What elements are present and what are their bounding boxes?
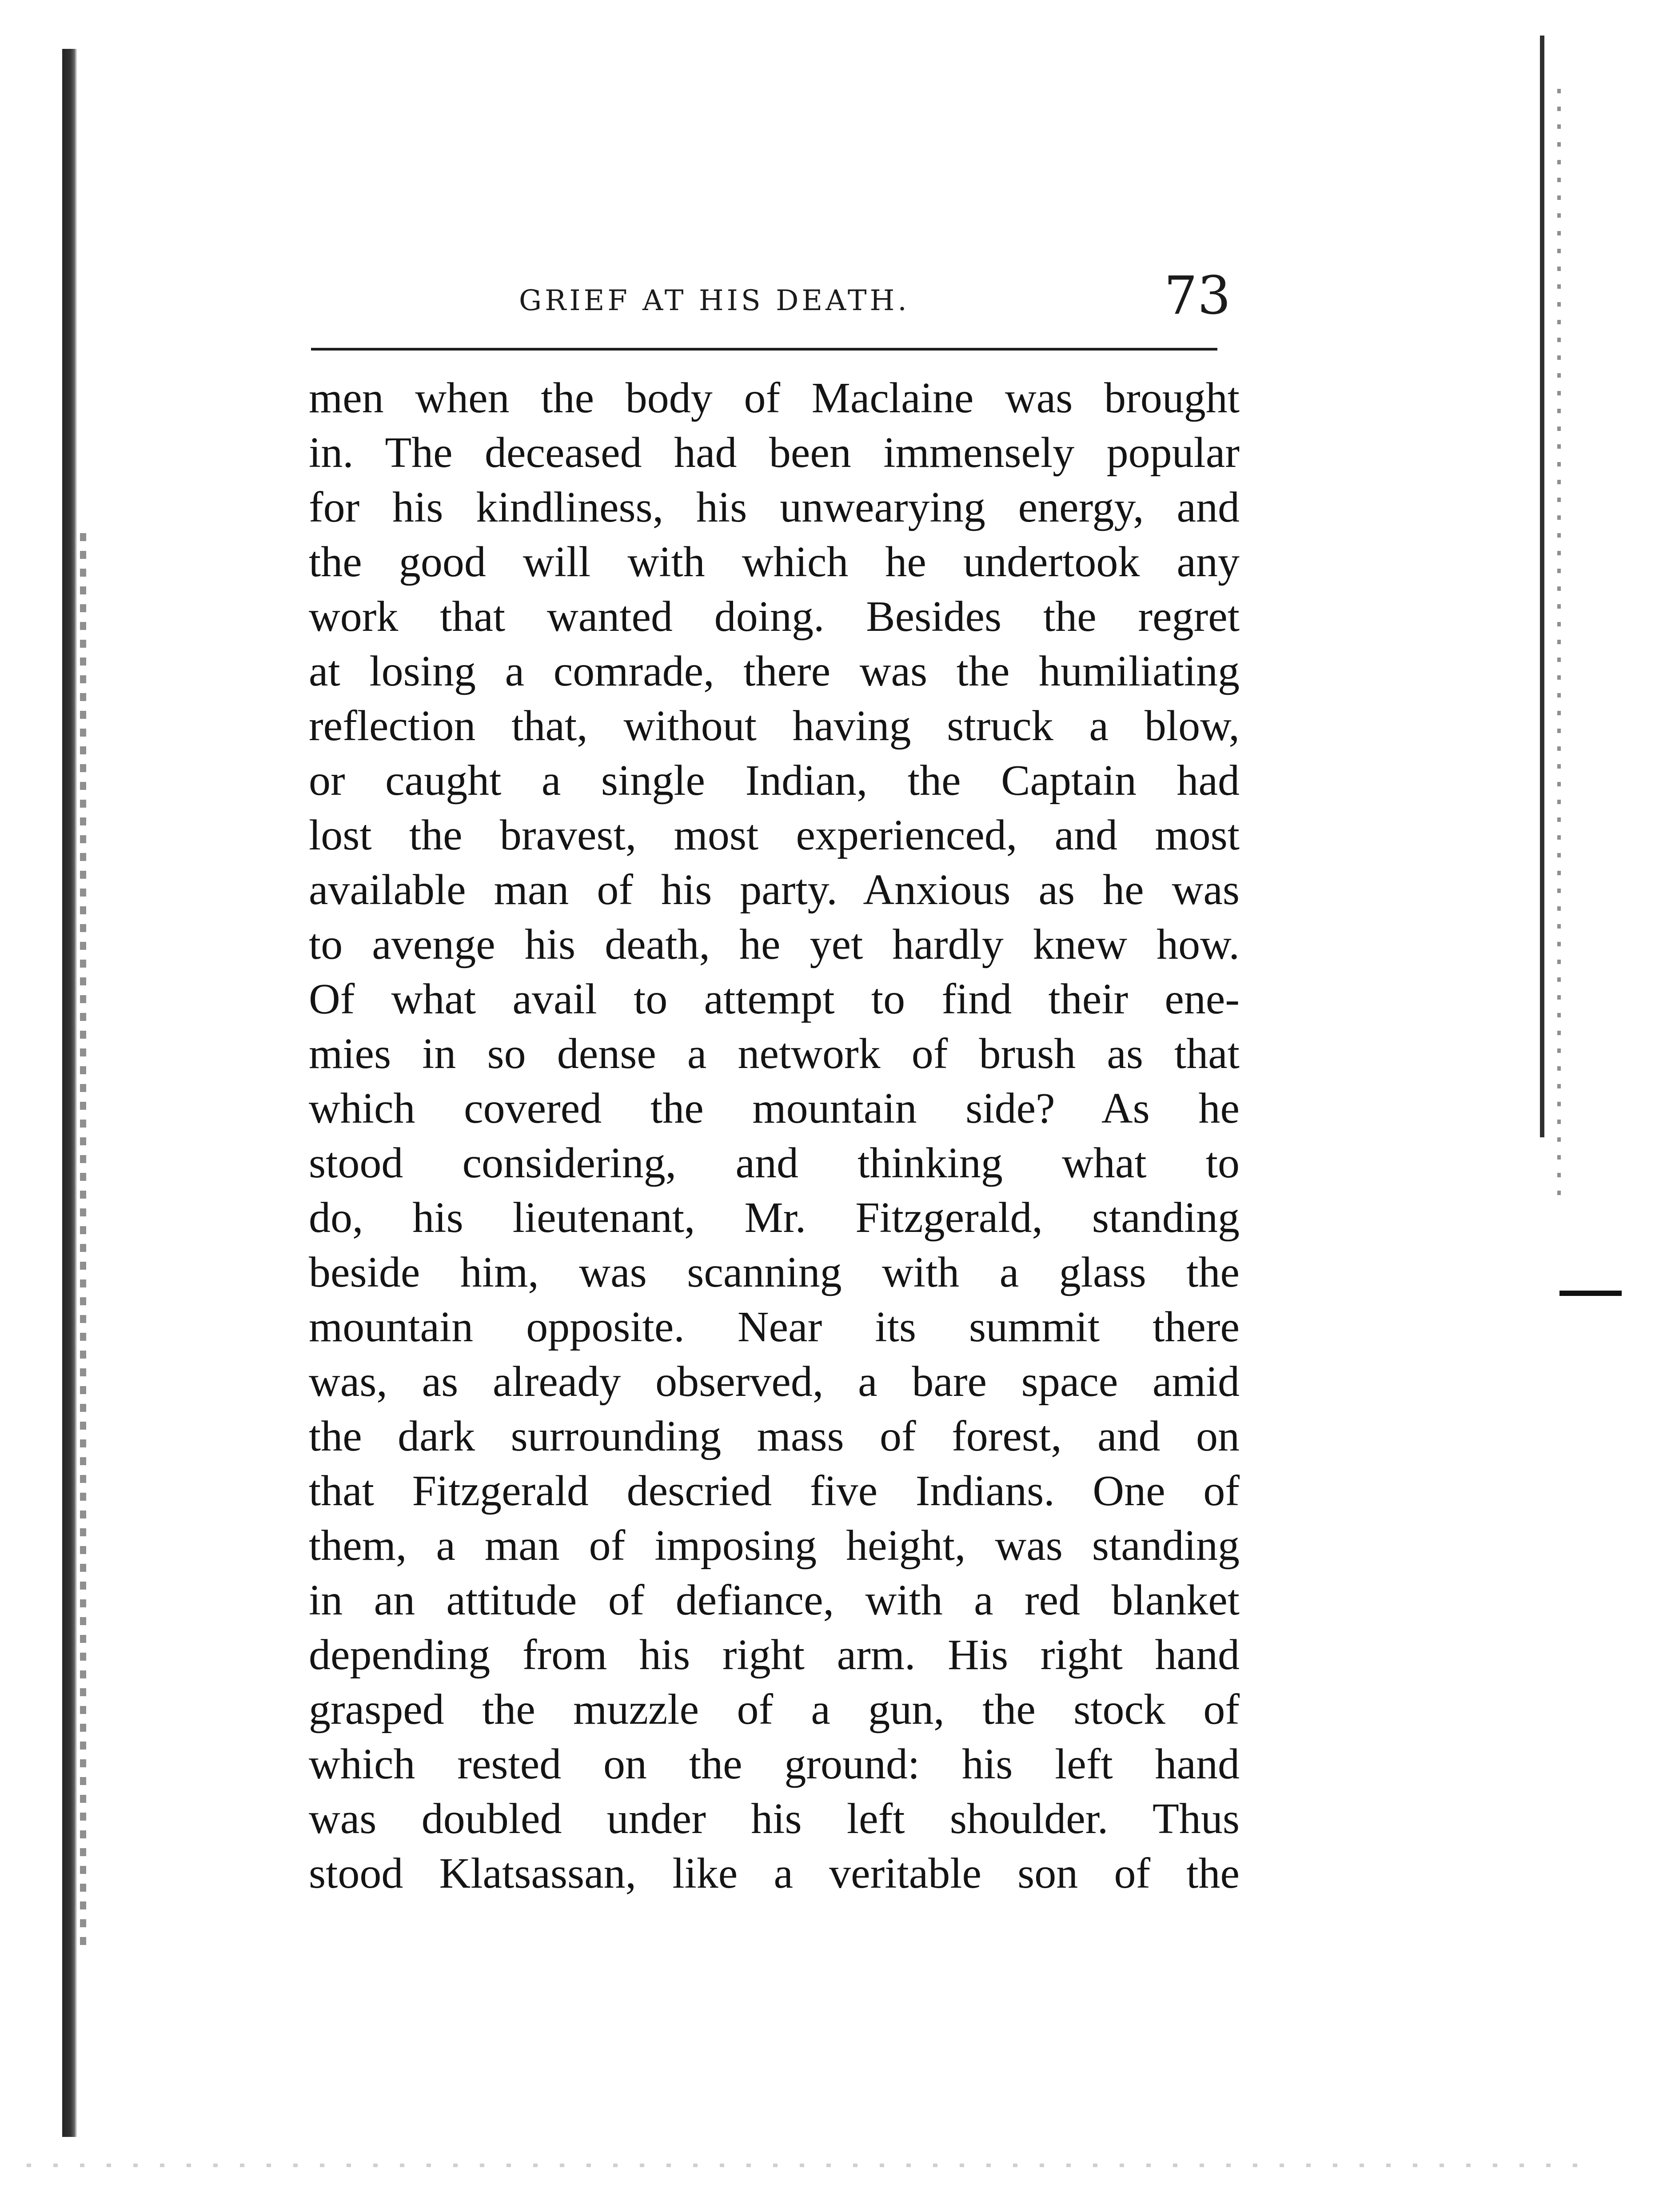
- text-line: stood Klatsassan, like a veritable son of the: [309, 1849, 1240, 1897]
- text-line: do, his lieutenant, Mr. Fitzgerald, standing: [309, 1194, 1240, 1242]
- text-line: work that wanted doing. Besides the regret: [309, 593, 1240, 641]
- text-line: the good will with which he undertook any: [309, 538, 1240, 586]
- text-line: was doubled under his left shoulder. Thus: [309, 1795, 1240, 1843]
- text-line: at losing a comrade, there was the humiliating: [309, 647, 1240, 695]
- scan-edge-right-texture: [1557, 89, 1561, 1200]
- text-line: grasped the muzzle of a gun, the stock of: [309, 1686, 1240, 1734]
- text-line: the dark surrounding mass of forest, and on: [309, 1412, 1240, 1460]
- text-line: was, as already observed, a bare space amid: [309, 1358, 1240, 1406]
- text-line: beside him, was scanning with a glass the: [309, 1248, 1240, 1296]
- text-line: in an attitude of defiance, with a red blanket: [309, 1576, 1240, 1624]
- text-line: or caught a single Indian, the Captain had: [309, 757, 1240, 805]
- scan-edge-right: [1540, 36, 1544, 1137]
- text-line: available man of his party. Anxious as he was: [309, 866, 1240, 914]
- text-line: that Fitzgerald descried five Indians. One of: [309, 1467, 1240, 1515]
- text-line: depending from his right arm. His right hand: [309, 1631, 1240, 1679]
- page-number: 73: [1164, 265, 1231, 326]
- scan-edge-left: [62, 49, 77, 2137]
- text-line: Of what avail to attempt to find their ene-: [309, 975, 1240, 1023]
- text-line: reflection that, without having struck a blow,: [309, 702, 1240, 750]
- scan-edge-left-texture: [80, 533, 86, 1955]
- text-line: to avenge his death, he yet hardly knew how.: [309, 921, 1240, 968]
- header-rule: [311, 348, 1217, 351]
- text-line: lost the bravest, most experienced, and most: [309, 811, 1240, 859]
- body-text: [309, 371, 1240, 1901]
- running-head: GRIEF AT HIS DEATH.: [519, 284, 910, 317]
- text-line: mies in so dense a network of brush as that: [309, 1030, 1240, 1078]
- text-line: for his kindliness, his unwearying energy, and: [309, 483, 1240, 531]
- text-line: stood considering, and thinking what to: [309, 1139, 1240, 1187]
- text-line: men when the body of Maclaine was brought: [309, 374, 1240, 422]
- text-line: which covered the mountain side? As he: [309, 1084, 1240, 1132]
- text-line: them, a man of imposing height, was standing: [309, 1522, 1240, 1570]
- text-line: mountain opposite. Near its summit there: [309, 1303, 1240, 1351]
- text-line: in. The deceased had been immensely popular: [309, 429, 1240, 477]
- scan-edge-bottom: [27, 2164, 1582, 2167]
- text-line: which rested on the ground: his left hand: [309, 1740, 1240, 1788]
- scan-edge-mark: [1559, 1291, 1622, 1296]
